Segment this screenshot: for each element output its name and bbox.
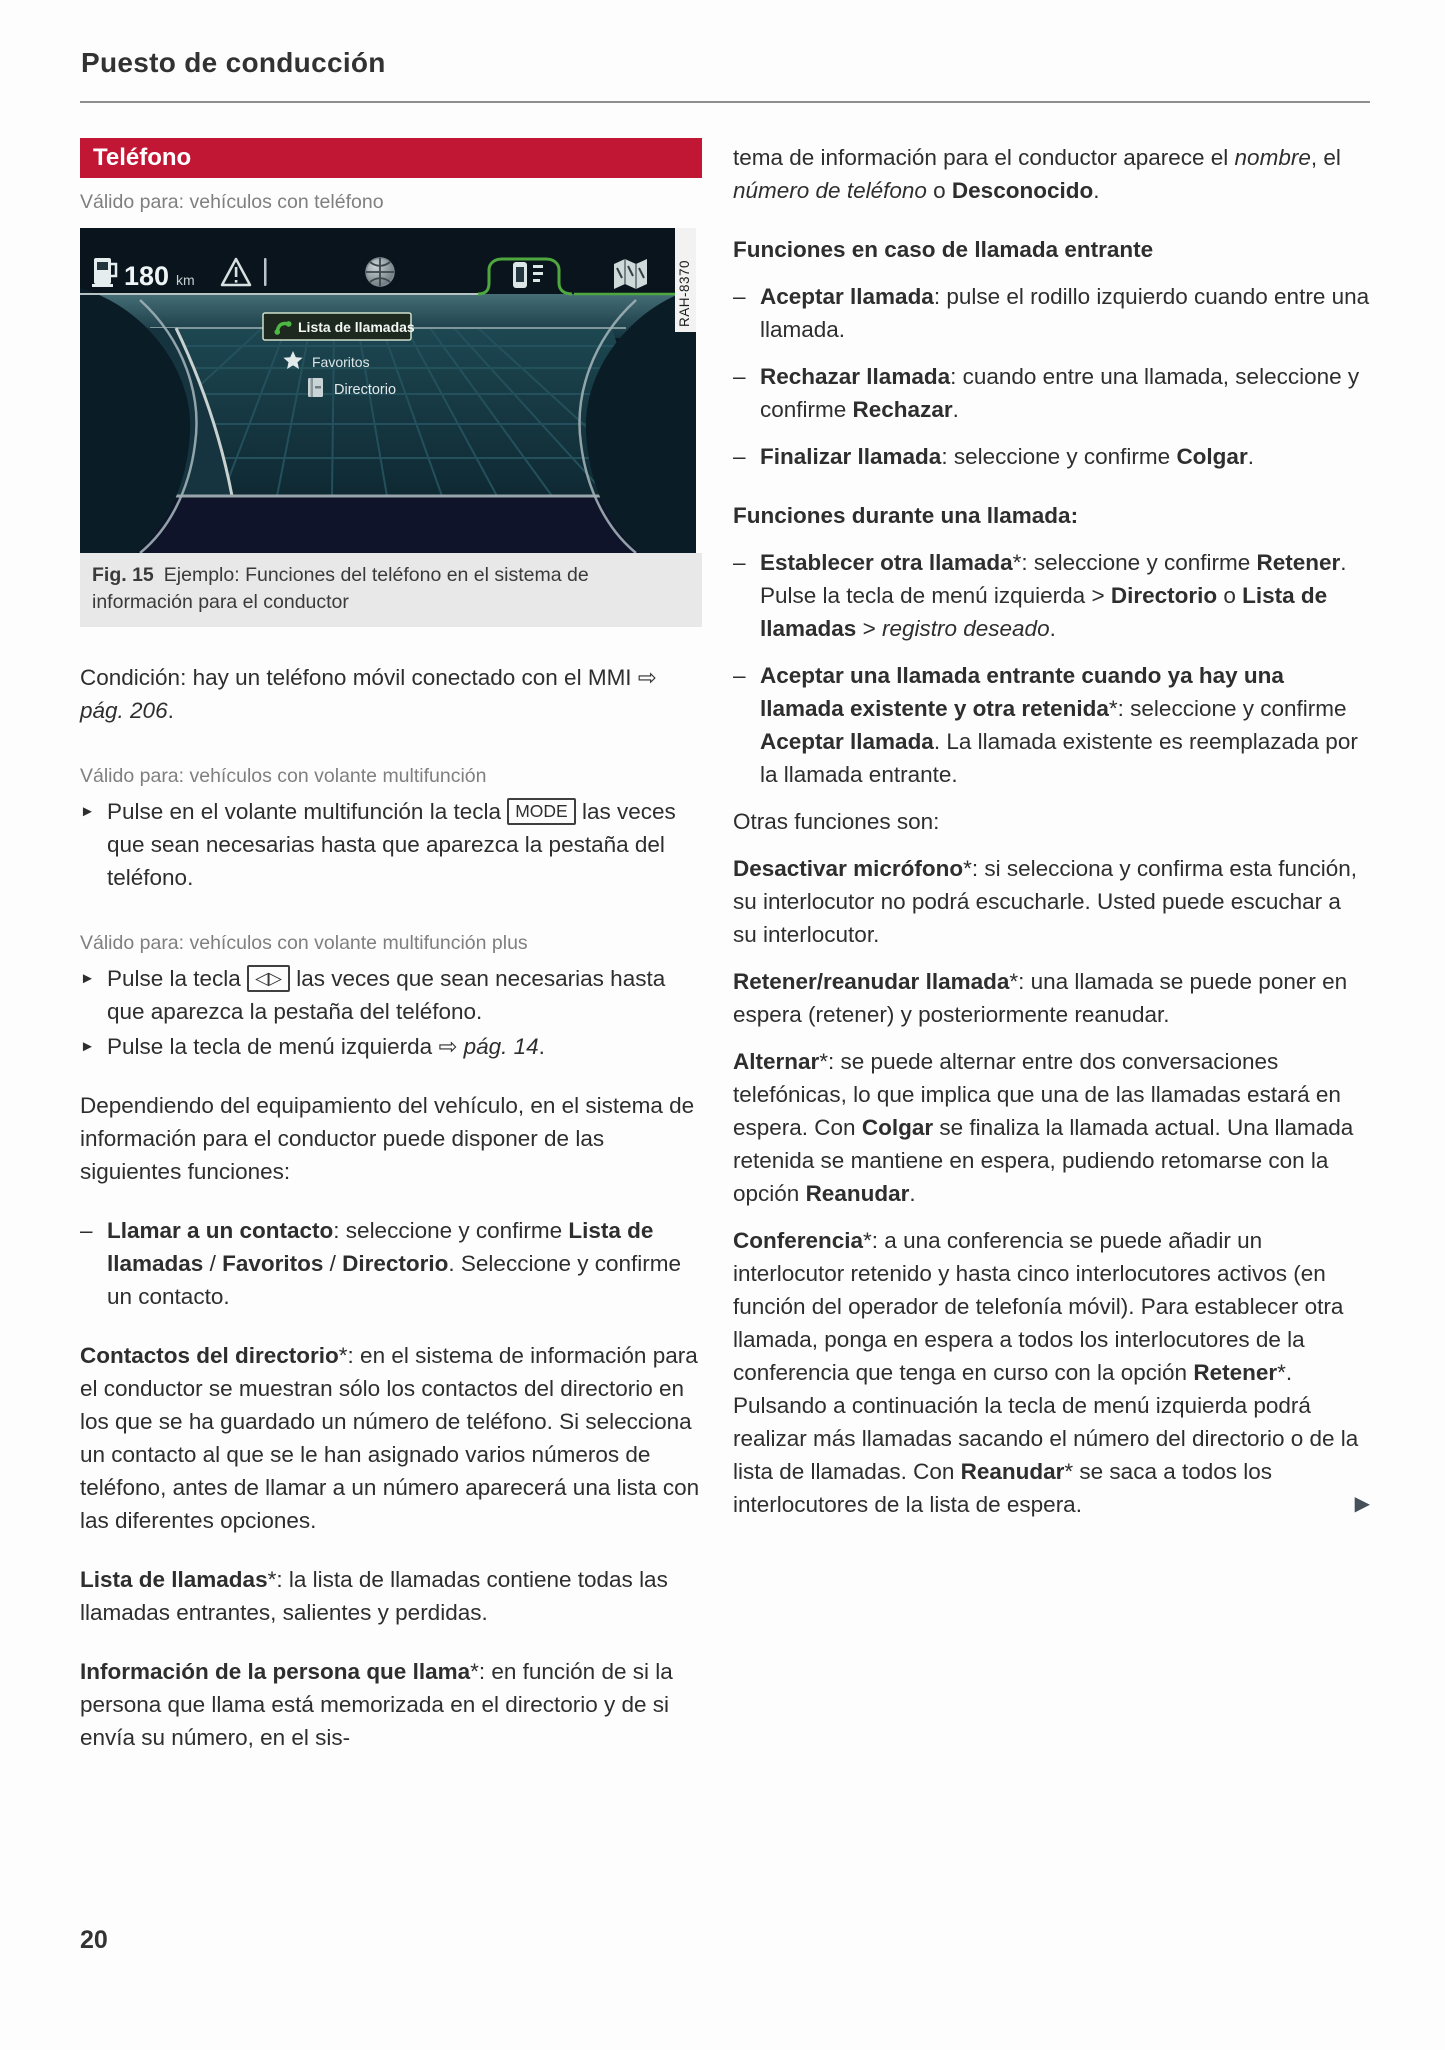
paragraph-body: Otras funciones son:: [733, 809, 940, 834]
page-number: 20: [80, 1926, 108, 1954]
paragraph-tri: [80, 1030, 702, 1063]
paragraph-body: Alternar*: se puede alternar entre dos conversaciones telefónicas, lo que implica que una de las llamadas estará en espera. Con Colgar se finaliza la llamada actual. Una llamada retenida se mantiene en espera, pudiendo retomarse con la opción Reanudar.: [733, 1049, 1354, 1206]
paragraph-text: Aceptar llamada: pulse el rodillo izquierdo cuando entre una llamada.: [760, 284, 1370, 342]
paragraph-dash: [733, 360, 1370, 426]
paragraph-body: Información de la persona que llama*: en función de si la persona que llama está memorizada en el directorio y de si envía su número, en el sis-: [80, 1659, 673, 1750]
range-value: 180: [124, 261, 170, 291]
key-label: ◁▷: [247, 965, 290, 992]
dash-bullet: –: [733, 444, 746, 469]
figure-canvas: [80, 228, 696, 553]
chapter-title: Puesto de conducción: [81, 47, 386, 78]
right-paragraphs: [733, 141, 1370, 1521]
menu-item-label: Favoritos: [312, 354, 370, 370]
compass-globe-icon: [366, 258, 394, 286]
dash-bullet: –: [733, 663, 746, 688]
paragraph-text: Pulse la tecla ◁▷ las veces que sean necesarias hasta que aparezca la pestaña del teléfono.: [107, 966, 666, 1024]
range-unit: km: [176, 272, 195, 288]
menu-item-label: Directorio: [334, 382, 397, 398]
instrument-cluster-figure: [80, 228, 696, 553]
dash-bullet: –: [733, 550, 746, 575]
validity-note: Válido para: vehículos con teléfono: [80, 191, 384, 213]
paragraph-dash: [733, 546, 1370, 645]
paragraph-body: Contactos del directorio*: en el sistema de información para el conductor se muestran sólo los contactos del directorio en los que se ha guardado un número de teléfono. Si selecciona un contacto al que se le han asignado varios números de teléfono, antes de llamar a un número aparecerá una lista con las diferentes opciones.: [80, 1343, 700, 1533]
address-book-icon: [308, 378, 323, 397]
paragraph-body: Lista de llamadas*: la lista de llamadas contiene todas las llamadas entrantes, salientes y perdidas.: [80, 1567, 668, 1625]
paragraph-dash: [733, 440, 1370, 473]
paragraph-body: Dependiendo del equipamiento del vehículo, en el sistema de información para el conductor puede disponer de las siguientes funciones:: [80, 1093, 695, 1184]
paragraph-body: Condición: hay un teléfono móvil conectado con el MMI ⇨ pág. 206.: [80, 665, 657, 723]
dash-bullet: –: [733, 364, 746, 389]
paragraph-heading: Funciones durante una llamada:: [733, 503, 1079, 528]
paragraph-validity: Válido para: vehículos con volante multifunción plus: [80, 932, 528, 954]
menu-item-label: Lista de llamadas: [298, 319, 415, 335]
paragraph-heading: Funciones en caso de llamada entrante: [733, 237, 1154, 262]
triangle-bullet: ►: [80, 1038, 95, 1055]
paragraph-body: tema de información para el conductor aparece el nombre, el número de teléfono o Desconocido.: [733, 145, 1341, 203]
figure-number: Fig. 15: [92, 564, 154, 586]
divider-bar: [264, 258, 267, 286]
paragraph-body: Conferencia*: a una conferencia se puede añadir un interlocutor retenido y hasta cinco interlocutores activos (en función del operador de telefonía móvil). Para establecer otra llamada, ponga en espera a todos los interlocutores de la conferencia que tenga en curso con la opción Retener*. Pulsando a continuación la tecla de menú izquierda podrá realizar más llamadas sacando el número del directorio o de la lista de llamadas. Con Reanudar* se saca a todos los interlocutores de la lista de espera.: [733, 1228, 1359, 1517]
paragraph-body: Desactivar micrófono*: si selecciona y confirma esta función, su interlocutor no podrá escucharle. Usted puede escuchar a su interlocutor.: [733, 856, 1358, 947]
key-label: MODE: [507, 798, 576, 825]
continuation-icon: ▶: [1354, 1493, 1370, 1515]
paragraph-text: Establecer otra llamada*: seleccione y confirme Retener. Pulse la tecla de menú izquierda > Directorio o Lista de llamadas > registro deseado.: [760, 550, 1347, 641]
left-column: [80, 138, 702, 1754]
triangle-bullet: ►: [80, 803, 95, 820]
header-rule: [80, 101, 1370, 103]
paragraph-dash: [733, 659, 1370, 791]
paragraph-dash: [733, 280, 1370, 346]
figure-code: RAH-8370: [677, 259, 692, 327]
menu-item-call-list: [263, 313, 415, 340]
paragraph-dash: [80, 1214, 702, 1313]
paragraph-body: Retener/reanudar llamada*: una llamada se puede poner en espera (retener) y posteriormente reanudar.: [733, 969, 1348, 1027]
paragraph-text: Pulse la tecla de menú izquierda ⇨ pág. 14.: [107, 1034, 545, 1059]
dash-bullet: –: [80, 1218, 93, 1243]
paragraph-text: Finalizar llamada: seleccione y confirme Colgar.: [760, 444, 1254, 469]
figure-caption: [80, 553, 702, 627]
right-column: [733, 138, 1370, 1521]
paragraph-tri: [80, 962, 702, 1028]
paragraph-text: Pulse en el volante multifunción la tecla MODE las veces que sean necesarias hasta que aparezca la pestaña del teléfono.: [107, 799, 676, 890]
section-title-banner: Teléfono: [80, 138, 702, 178]
paragraph-validity: Válido para: vehículos con volante multifunción: [80, 765, 487, 787]
left-paragraphs: [80, 661, 702, 1754]
paragraph-text: Rechazar llamada: cuando entre una llamada, seleccione y confirme Rechazar.: [760, 364, 1360, 422]
paragraph-tri: [80, 795, 702, 894]
figure-caption-text: Ejemplo: Funciones del teléfono en el sistema de información para el conductor: [92, 564, 589, 613]
map-icon: [614, 259, 647, 289]
dash-bullet: –: [733, 284, 746, 309]
paragraph-text: Aceptar una llamada entrante cuando ya hay una llamada existente y otra retenida*: seleccione y confirme Aceptar llamada. La llamada existente es reemplazada por la llamada entrante.: [760, 663, 1358, 787]
paragraph-text: Llamar a un contacto: seleccione y confirme Lista de llamadas / Favoritos / Directorio. Seleccione y confirme un contacto.: [107, 1218, 682, 1309]
triangle-bullet: ►: [80, 970, 95, 987]
